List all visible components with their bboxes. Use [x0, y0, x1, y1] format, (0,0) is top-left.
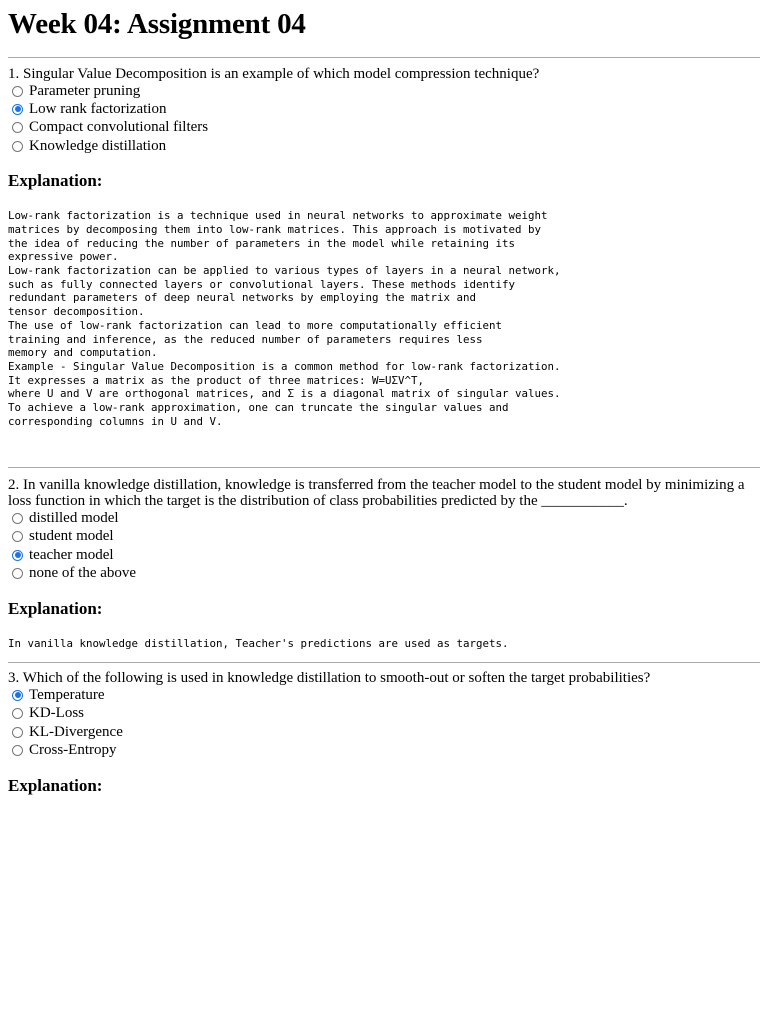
- question-3-text: 3. Which of the following is used in knowledge distillation to smooth-out or soften the target probabilities?: [8, 670, 651, 687]
- option-teacher-model[interactable]: [8, 546, 760, 564]
- option-student-model[interactable]: [8, 528, 760, 546]
- option-kd-loss[interactable]: [8, 705, 760, 723]
- question-1-options: [8, 82, 760, 155]
- question-3: [8, 670, 760, 795]
- radio-button-selected[interactable]: [12, 690, 23, 701]
- radio-button[interactable]: [12, 568, 23, 579]
- option-label: distilled model: [29, 510, 119, 527]
- page: [0, 6, 768, 796]
- option-distilled-model[interactable]: [8, 509, 760, 527]
- option-temperature[interactable]: [8, 686, 760, 704]
- page-title: Week 04: Assignment 04: [8, 8, 306, 40]
- option-label: Temperature: [29, 686, 105, 703]
- option-label: Parameter pruning: [29, 82, 141, 99]
- question-1: [8, 66, 760, 428]
- question-1-text: 1. Singular Value Decomposition is an example of which model compression technique?: [8, 66, 540, 82]
- question-2-text: 2. In vanilla knowledge distillation, knowledge is transferred from the teacher model to the student model by minimizing a loss function in which the target is the distribution of class probabilities predicted by the ___________.: [8, 477, 745, 510]
- radio-button[interactable]: [12, 708, 23, 719]
- radio-button[interactable]: [12, 745, 23, 756]
- question-2: [8, 477, 760, 650]
- divider: [8, 662, 760, 663]
- option-parameter-pruning[interactable]: [8, 82, 760, 100]
- option-label: student model: [29, 528, 114, 545]
- divider: [8, 57, 760, 58]
- option-cross-entropy[interactable]: [8, 741, 760, 759]
- explanation-text: Low-rank factorization is a technique used in neural networks to approximate weight matrices by decomposing them into low-rank matrices. This approach is motivated by the idea of reducing the number of parameters in the model while retaining its expressive power. Low-rank factorization can be applied to various types of layers in a neural network, such as fully connected layers or convolutional layers. These methods identify redundant parameters of deep neural networks by employing the matrix and tensor decomposition. The use of low-rank factorization can lead to more computationally efficient training and inference, as the reduced number of parameters requires less memory and computation. Example - Singular Value Decomposition is a common method for low-rank factorization. It expresses a matrix as the product of three matrices: W=UΣV^T, where U and V are orthogonal matrices, and Σ is a diagonal matrix of singular values. To achieve a low-rank approximation, one can truncate the singular values and corresponding columns in U and V.: [8, 209, 561, 428]
- explanation-heading: Explanation:: [8, 775, 103, 795]
- option-label: Low rank factorization: [29, 100, 167, 117]
- option-label: KD-Loss: [29, 705, 84, 722]
- radio-button[interactable]: [12, 86, 23, 97]
- option-compact-convolutional-filters[interactable]: [8, 119, 760, 137]
- radio-button[interactable]: [12, 727, 23, 738]
- option-label: Knowledge distillation: [29, 137, 167, 154]
- radio-button-selected[interactable]: [12, 550, 23, 561]
- option-knowledge-distillation[interactable]: [8, 137, 760, 155]
- option-label: Compact convolutional filters: [29, 119, 209, 136]
- explanation-heading: Explanation:: [8, 598, 103, 618]
- radio-button[interactable]: [12, 141, 23, 152]
- explanation-text: In vanilla knowledge distillation, Teacher's predictions are used as targets.: [8, 636, 509, 650]
- explanation-heading: Explanation:: [8, 171, 103, 191]
- radio-button-selected[interactable]: [12, 104, 23, 115]
- question-2-options: [8, 509, 760, 582]
- radio-button[interactable]: [12, 122, 23, 133]
- option-low-rank-factorization[interactable]: [8, 100, 760, 118]
- radio-button[interactable]: [12, 513, 23, 524]
- option-label: teacher model: [29, 546, 114, 563]
- option-none-of-the-above[interactable]: [8, 564, 760, 582]
- option-label: none of the above: [29, 564, 137, 581]
- question-3-options: [8, 686, 760, 759]
- divider: [8, 467, 760, 468]
- option-label: KL-Divergence: [29, 723, 123, 740]
- option-label: Cross-Entropy: [29, 741, 117, 758]
- option-kl-divergence[interactable]: [8, 723, 760, 741]
- radio-button[interactable]: [12, 531, 23, 542]
